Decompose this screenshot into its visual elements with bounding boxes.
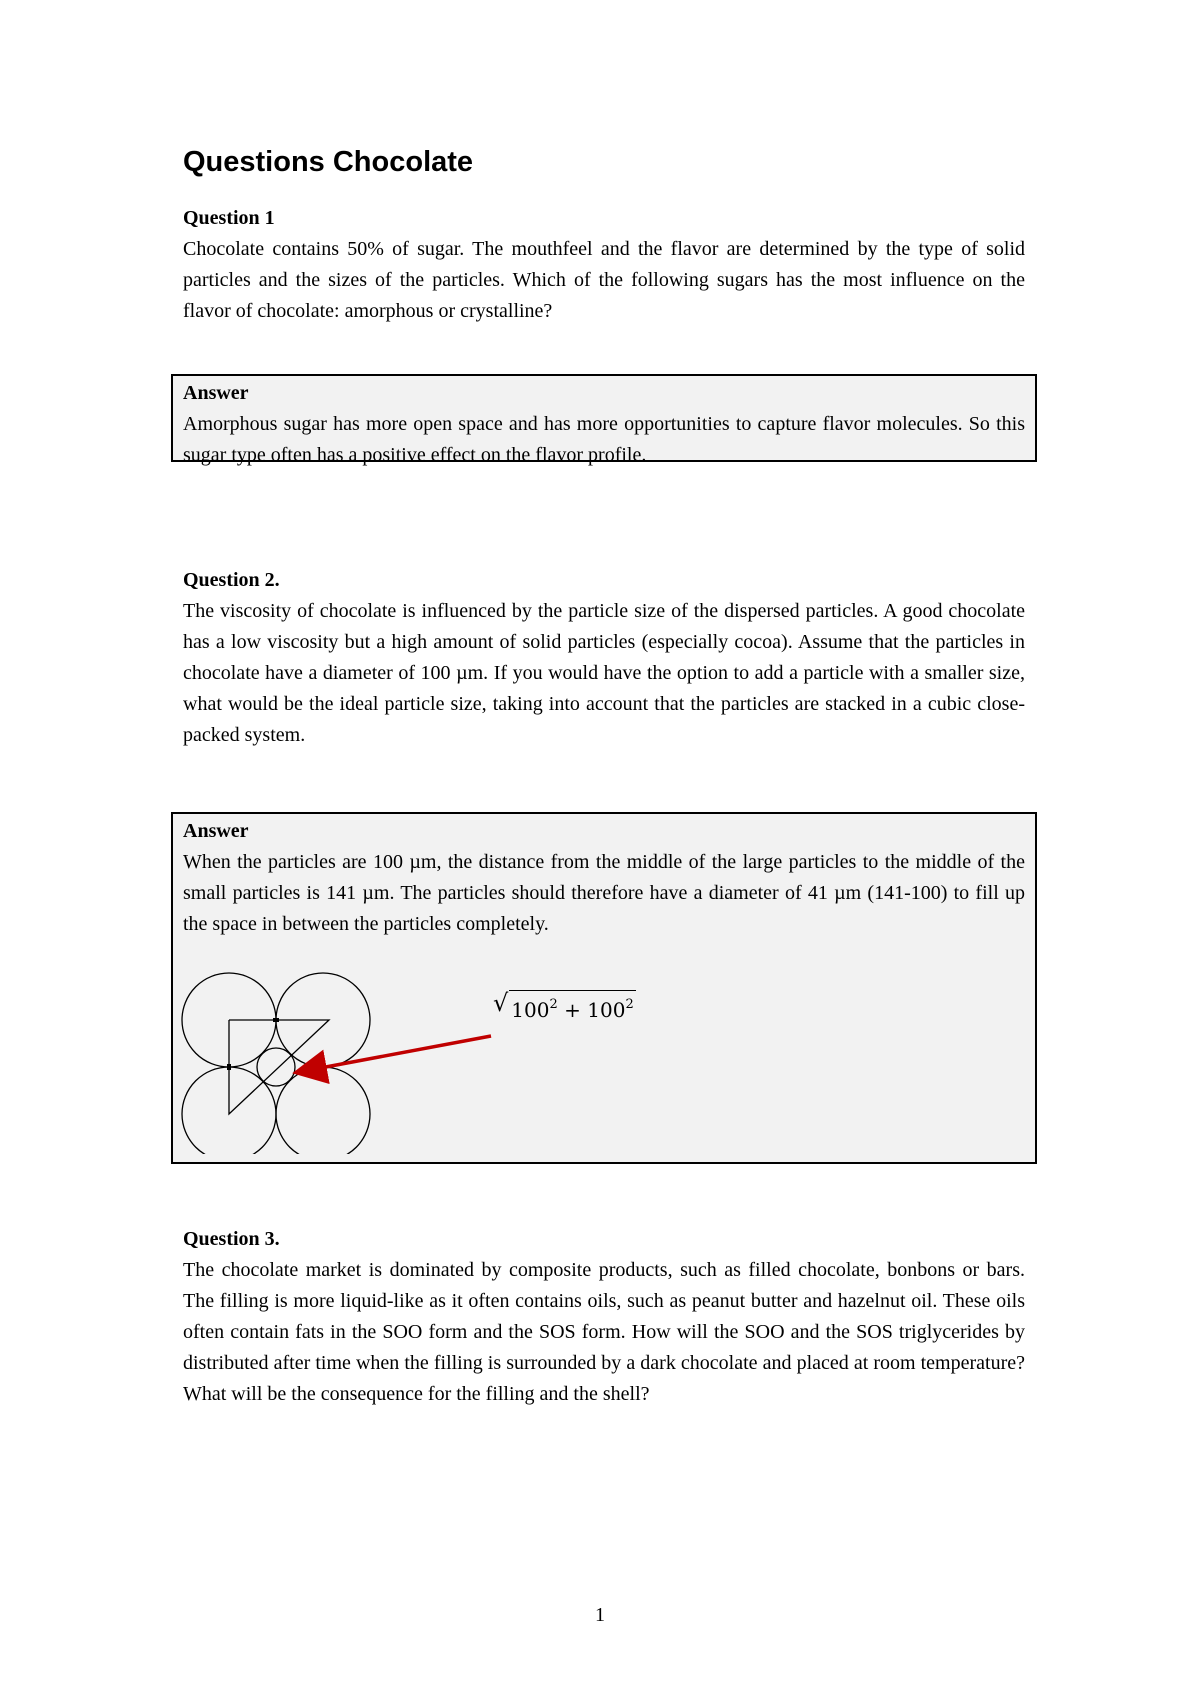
radical-sign: √ — [493, 989, 509, 1017]
question-1-text: Chocolate contains 50% of sugar. The mouthfeel and the flavor are determined by the type of solid particles and the sizes of the particles. Which of the following sugars has the most influence on the flavor of chocolate: amorphous or crystalline? — [183, 238, 1025, 322]
question-3-text: The chocolate market is dominated by composite products, such as filled chocolate, bonbons or bars. The filling is more liquid-like as it often contains oils, such as peanut butter and hazelnut oil. These oils often contain fats in the SOO form and the SOS form. How will the SOO and the SOS triglycerides by distributed after time when the filling is surrounded by a dark chocolate and placed at room temperature? What will be the consequence for the filling and the shell? — [183, 1259, 1025, 1405]
page-number: 1 — [595, 1604, 605, 1626]
red-arrow — [299, 1036, 491, 1072]
answer-2-label: Answer — [183, 820, 249, 842]
distance-formula — [493, 990, 636, 1022]
radicand — [509, 990, 635, 1022]
question-1-heading: Question 1 — [183, 207, 275, 229]
formula-operator: + — [557, 998, 588, 1022]
answer-1-label: Answer — [183, 382, 249, 404]
answer-1-text: Amorphous sugar has more open space and has more opportunities to capture flavor molecules. So this sugar type often has a positive effect on the flavor profile. — [183, 413, 1025, 466]
question-3-heading: Question 3. — [183, 1228, 280, 1250]
question-2-heading: Question 2. — [183, 569, 280, 591]
small-particle — [257, 1048, 295, 1086]
formula-exponent-1: 2 — [549, 997, 558, 1012]
formula-term-1: 100 — [511, 998, 550, 1022]
question-2-text: The viscosity of chocolate is influenced by the particle size of the dispersed particles. A good chocolate has a low viscosity but a high amount of solid particles (especially cocoa). Assume that the particles in chocolate have a diameter of 100 µm. If you would have the option to add a particle with a smaller size, what would be the ideal particle size, taking into account that the particles are stacked in a cubic close-packed system. — [183, 600, 1025, 746]
answer-1-box — [171, 374, 1037, 466]
distance-triangle — [229, 1020, 329, 1114]
question-3 — [183, 1224, 1025, 1410]
page-title: Questions Chocolate — [183, 146, 474, 178]
question-2 — [183, 565, 1025, 751]
answer-2-box — [171, 812, 1037, 1164]
formula-term-2: 100 — [587, 998, 626, 1022]
question-1 — [183, 203, 1025, 327]
answer-2-text: When the particles are 100 µm, the distance from the middle of the large particles to the middle of the small particles is 141 µm. The particles should therefore have a diameter of 41 µm (141-100) to fill up the space in between the particles completely. — [183, 851, 1025, 935]
formula-exponent-2: 2 — [625, 997, 634, 1012]
